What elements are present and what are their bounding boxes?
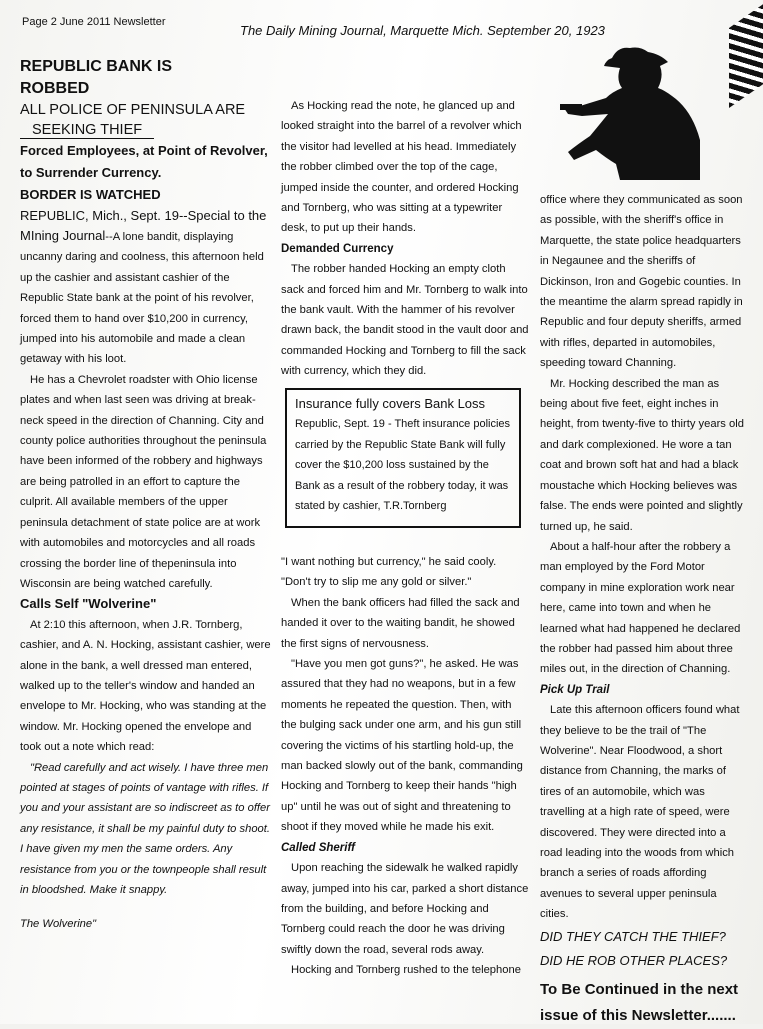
sidebar-title: Insurance fully covers Bank Loss — [295, 396, 486, 411]
continued-notice: To Be Continued in the next issue of this Newsletter....... — [540, 980, 739, 1024]
headline-line-4: SEEKING THIEF — [20, 122, 154, 139]
column-2 — [281, 96, 529, 382]
dateline: REPUBLIC, Mich., Sept. 19--Special to the — [20, 208, 267, 223]
corner-stripe-mark — [729, 0, 763, 108]
deck-line-2: to Surrender Currency. — [20, 165, 162, 180]
teaser-line-1: DID THEY CATCH THE THIEF? — [540, 928, 726, 944]
insurance-sidebar-box — [285, 388, 521, 528]
bandit-note: "Read carefully and act wisely. I have three men pointed at stages of points of vantage with rifles. If you and your assistant are so indiscreet as to offer any resistance, it shall be my painful duty to shoot. I have given my men the same orders. Any resistance from you or the townpeople shall result in bloodshed. Make it snappy. — [20, 761, 270, 896]
deck-line-3: BORDER IS WATCHED — [20, 187, 161, 202]
paragraph: office where they communicated as soon as possible, with the sheriff's office in Marquette, the state police headquarters in Negaunee and the sheriffs of Dickinson, Iron and Gogebic counties. In the meantime the alarm spread rapidly in Republic and four deputy sheriffs, armed with rifles, departed in automobiles, speeding toward Channing. — [540, 194, 743, 370]
paragraph: As Hocking read the note, he glanced up and looked straight into the barrel of a revolver which the visitor had levelled at his head. Immediately the robber climbed over the top of the cage, jumped inside the counter, and ordered Hocking and Tornberg, who was sitting at a typewriter desk, to put up their hands. — [281, 100, 522, 235]
subhead-calls-self: Calls Self "Wolverine" — [20, 596, 157, 612]
column-3 — [540, 190, 748, 1029]
subhead-pick-up-trail: Pick Up Trail — [540, 683, 610, 696]
column-2-continued — [281, 552, 529, 981]
paragraph: Hocking and Tornberg rushed to the telephone — [291, 964, 521, 977]
deck-line-1: Forced Employees, at Point of Revolver, — [20, 143, 268, 158]
paragraph-text: --A lone bandit, displaying uncanny daring and coolness, this afternoon held up the cashier and assistant cashier of the Republic State bank at the point of his revolver, forced them to hand over $10,200 in currency, jumped into his automobile and made a clean getaway with his loot. — [20, 231, 264, 366]
dateline-lead: MIning Journal — [20, 228, 106, 243]
paragraph: "I want nothing but currency," he said cooly. "Don't try to slip me any gold or silver." — [281, 556, 497, 589]
column-1 — [20, 56, 272, 935]
headline-line-4-wrapper — [20, 120, 272, 140]
page-header-right: The Daily Mining Journal, Marquette Mich. September 20, 1923 — [240, 23, 605, 38]
note-signature: The Wolverine" — [20, 918, 97, 931]
paragraph: He has a Chevrolet roadster with Ohio license plates and when last seen was driving at break-neck speed in the direction of Channing. City and county police authorities throughout the peninsula have been informed of the robbery and highways are being patrolled in an effort to capture the culprit. All available members of the upper peninsula detachment of state police are at work with automobiles and motorcycles and all roads crossing the border line of thepeninsula into Wisconsin are being watched carefully. — [20, 373, 267, 590]
paragraph: "Have you men got guns?", he asked. He was assured that they had no weapons, but in a few moments he repeated the question. Then, with the bulging sack under one arm, and his gun still covering the victims of his startling hold-up, the man backed slowly out of the bank, commanding Hocking and Tornberg to keep their hands "high up" until he was out of sight and threatening to shoot if they moved while he made his exit. — [281, 658, 523, 834]
page-header-left: Page 2 June 2011 Newsletter — [22, 16, 166, 28]
headline-line-2: ROBBED — [20, 80, 90, 97]
paragraph: Late this afternoon officers found what they believe to be the trail of "The Wolverine". Near Floodwood, a short distance from Channing, the marks of tires of an automobile, which was travelling at a high rate of speed, were discovered. They were directed into a road leading into the woods from which branch a series of roads affording avenues to several upper peninsula cities. — [540, 704, 740, 921]
subhead-called-sheriff: Called Sheriff — [281, 841, 355, 854]
paragraph: At 2:10 this afternoon, when J.R. Tornberg, cashier, and A. N. Hocking, assistant cashier, were alone in the bank, a well dressed man entered, walked up to the teller's window and handed an envelope to Mr. Hocking, who was standing at the window. Mr. Hocking opened the envelope and took out a note which read: — [20, 618, 271, 754]
subhead-demanded-currency: Demanded Currency — [281, 242, 394, 255]
paragraph: The robber handed Hocking an empty cloth sack and forced him and Mr. Tornberg to walk into the bank vault. With the hammer of his revolver drawn back, the bandit stood in the vault door and commanded Hocking and Tornberg to fill the sack with currency, which they did. — [281, 263, 529, 378]
sidebar-body: Republic, Sept. 19 - Theft insurance policies carried by the Republic State Bank will fully cover the $10,200 loss sustained by the Bank as a result of the robbery today, it was stated by cashier, T.R.Tornberg — [295, 418, 511, 512]
headline-line-3: ALL POLICE OF PENINSULA ARE — [20, 102, 246, 118]
paragraph: Upon reaching the sidewalk he walked rapidly away, jumped into his car, parked a short distance from the building, and before Hocking and Tornberg could reach the door he was driving swiftly down the road, several rods away. — [281, 862, 529, 956]
gunman-silhouette-image — [560, 40, 700, 180]
paragraph: About a half-hour after the robbery a man employed by the Ford Motor company in mine exploration work near here, came into town and when he learned what had happened he declared the robber had passed him about three miles out, in the direction of Channing. — [540, 540, 741, 676]
paragraph — [20, 226, 272, 370]
teaser-line-2: DID HE ROB OTHER PLACES? — [540, 952, 728, 968]
paragraph: Mr. Hocking described the man as being about five feet, eight inches in height, from twenty-five to thirty years old and dark complexioned. He wore a tan coat and brown soft hat and had a black moustache which Hocking believes was false. The ends were pointed and slightly turned up, he said. — [540, 377, 744, 533]
headline-line-1: REPUBLIC BANK IS — [20, 58, 173, 75]
paragraph: When the bank officers had filled the sack and handed it over to the waiting bandit, he showed the first signs of nervousness. — [281, 596, 520, 650]
